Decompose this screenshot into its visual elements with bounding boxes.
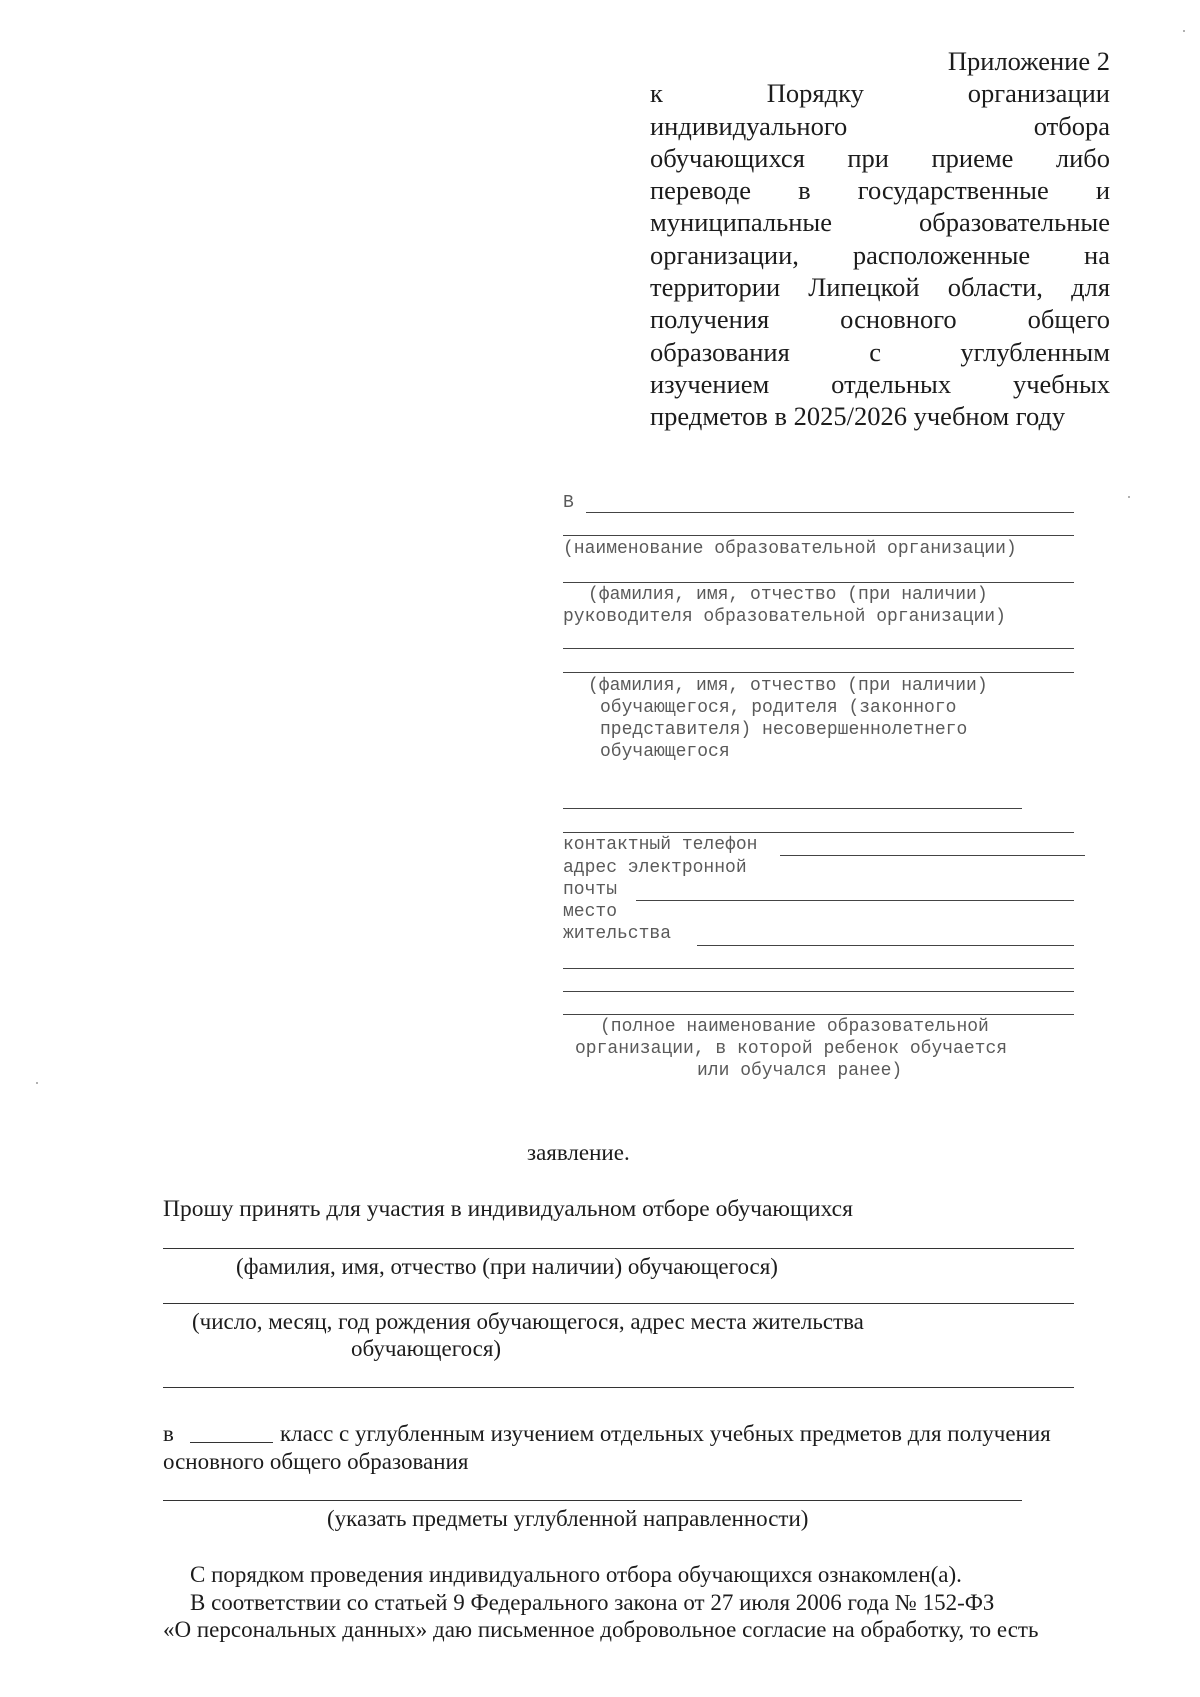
birth-address-caption-1: (число, месяц, год рождения обучающегося, адрес места жительства	[192, 1309, 864, 1334]
appendix-word: муниципальные	[650, 207, 832, 238]
appendix-word: получения	[650, 304, 770, 335]
student-name-field-line[interactable]	[163, 1248, 1074, 1249]
appendix-reference-line	[650, 271, 1110, 303]
appendix-reference-line	[650, 206, 1110, 238]
applicant-name-field-line[interactable]	[563, 648, 1074, 649]
scan-speck	[1183, 30, 1185, 32]
appendix-word: расположенные	[852, 239, 1031, 270]
appendix-word: Липецкой	[808, 272, 920, 303]
appendix-reference-last-line: предметов в 2025/2026 учебном году	[650, 401, 1066, 432]
appendix-word: отдельных	[831, 368, 952, 399]
appendix-word: Порядку	[766, 78, 864, 109]
scan-speck	[1128, 496, 1130, 498]
org-name-field-line[interactable]	[586, 512, 1074, 513]
appendix-word: организации,	[650, 239, 799, 270]
appendix-word: и	[1095, 175, 1111, 206]
appendix-word: образовательные	[919, 207, 1110, 238]
residence-field-line-2[interactable]	[563, 968, 1074, 969]
email-label-1: адрес электронной	[563, 858, 747, 878]
applicant-caption-1: (фамилия, имя, отчество (при наличии)	[588, 676, 988, 696]
class-prefix: в	[163, 1421, 174, 1446]
appendix-reference-line	[650, 110, 1110, 142]
subjects-field-line[interactable]	[163, 1500, 1022, 1501]
appendix-reference-line	[650, 239, 1110, 271]
org-name-field-line-2[interactable]	[563, 535, 1074, 536]
appendix-word: на	[1084, 239, 1110, 270]
class-text-2: основного общего образования	[163, 1449, 469, 1474]
school-name-field-line[interactable]	[563, 991, 1074, 992]
class-number-field-line[interactable]	[190, 1442, 273, 1443]
appendix-word: к	[650, 78, 663, 109]
appendix-reference-line	[650, 336, 1110, 368]
head-name-field-line[interactable]	[563, 582, 1074, 583]
school-name-field-line-2[interactable]	[563, 1014, 1074, 1015]
appendix-word: организации	[967, 78, 1110, 109]
birth-address-caption-2: обучающегося)	[351, 1336, 502, 1361]
consent-text-1: В соответствии со статьей 9 Федерального закона от 27 июля 2006 года № 152-ФЗ	[190, 1590, 995, 1615]
appendix-word: государственные	[857, 175, 1049, 206]
appendix-word: отбора	[1033, 110, 1110, 141]
head-name-caption-2: руководителя образовательной организации)	[563, 607, 1006, 627]
to-prefix: В	[563, 493, 574, 513]
applicant-caption-2: обучающегося, родителя (законного	[600, 698, 957, 718]
email-label-2: почты	[563, 880, 618, 900]
appendix-word: в	[798, 175, 811, 206]
phone-label: контактный телефон	[563, 835, 758, 855]
birth-address-field-line[interactable]	[163, 1303, 1074, 1304]
appendix-word: общего	[1027, 304, 1110, 335]
school-caption-3: или обучался ранее)	[697, 1061, 903, 1081]
email-field-line[interactable]	[636, 900, 1074, 901]
applicant-extra-field-line-2[interactable]	[563, 832, 1074, 833]
scan-speck	[36, 1082, 38, 1084]
appendix-word: изучением	[650, 368, 770, 399]
school-caption-2: организации, в которой ребенок обучается	[575, 1039, 1008, 1059]
appendix-word: основного	[840, 304, 957, 335]
appendix-reference-lines	[650, 77, 1110, 400]
statement-heading: заявление.	[527, 1140, 630, 1165]
appendix-word: образования	[650, 336, 790, 367]
residence-label-2: жительства	[563, 924, 672, 944]
appendix-word: территории	[650, 272, 781, 303]
appendix-word: для	[1071, 272, 1111, 303]
appendix-title: Приложение 2	[947, 46, 1110, 76]
appendix-reference-line	[650, 77, 1110, 109]
consent-text-2: «О персональных данных» даю письменное добровольное согласие на обработку, то есть	[163, 1617, 1039, 1642]
appendix-word: области,	[947, 272, 1043, 303]
applicant-caption-4: обучающегося	[600, 742, 730, 762]
residence-field-line[interactable]	[697, 945, 1074, 946]
appendix-reference-line	[650, 142, 1110, 174]
appendix-reference-line	[650, 303, 1110, 335]
head-name-caption-1: (фамилия, имя, отчество (при наличии)	[588, 585, 988, 605]
appendix-word: с	[869, 336, 881, 367]
appendix-reference-line	[650, 174, 1110, 206]
subjects-caption: (указать предметы углубленной направленности)	[327, 1506, 809, 1531]
acquainted-text: С порядком проведения индивидуального отбора обучающихся ознакомлен(а).	[190, 1562, 962, 1587]
appendix-header	[650, 45, 1110, 433]
birth-address-field-line-2[interactable]	[163, 1387, 1074, 1388]
class-text: класс с углубленным изучением отдельных учебных предметов для получения	[280, 1421, 1051, 1446]
appendix-word: учебных	[1012, 368, 1111, 399]
appendix-word: индивидуального	[650, 110, 848, 141]
org-name-caption: (наименование образовательной организации)	[563, 539, 1017, 559]
applicant-name-field-line-2[interactable]	[563, 672, 1074, 673]
appendix-word: углубленным	[960, 336, 1110, 367]
applicant-extra-field-line[interactable]	[563, 808, 1022, 809]
phone-field-line[interactable]	[780, 855, 1085, 856]
appendix-word: приеме	[931, 142, 1014, 173]
appendix-reference-line	[650, 368, 1110, 400]
school-caption-1: (полное наименование образовательной	[600, 1017, 989, 1037]
appendix-word: при	[847, 142, 889, 173]
applicant-caption-3: представителя) несовершеннолетнего	[600, 720, 968, 740]
appendix-word: либо	[1055, 142, 1111, 173]
request-text: Прошу принять для участия в индивидуальном отборе обучающихся	[163, 1196, 853, 1222]
student-name-caption: (фамилия, имя, отчество (при наличии) обучающегося)	[236, 1254, 778, 1279]
appendix-word: обучающихся	[650, 142, 805, 173]
residence-label-1: место	[563, 902, 618, 922]
appendix-word: переводе	[650, 175, 752, 206]
